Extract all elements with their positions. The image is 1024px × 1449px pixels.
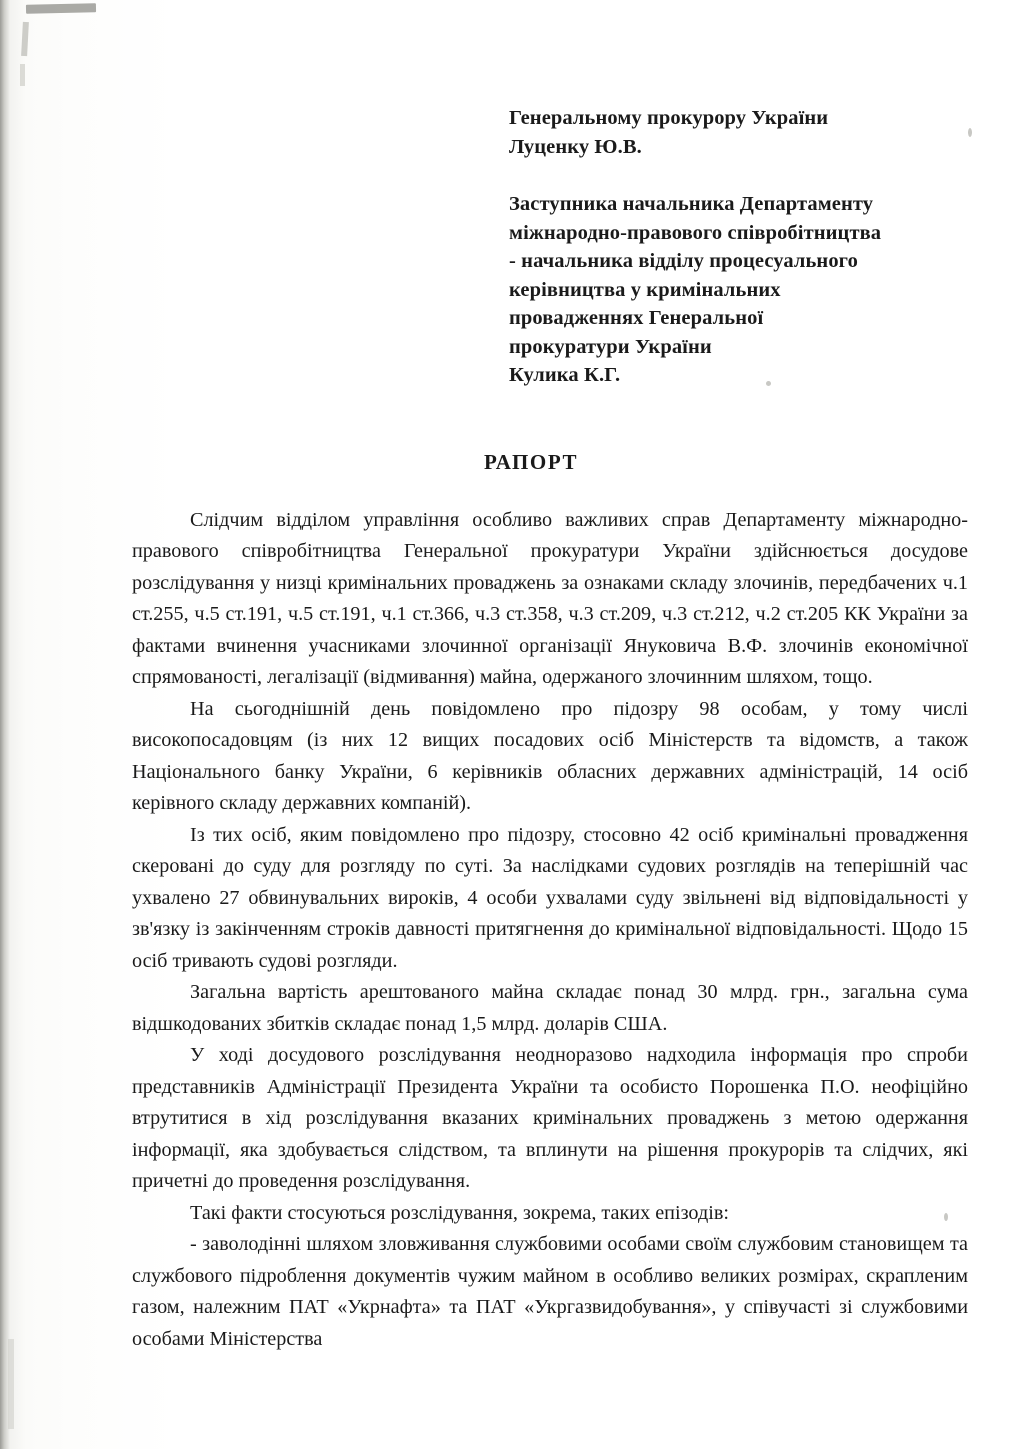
addressee-line: Луценку Ю.В. xyxy=(509,135,642,158)
scan-bottom-artifact xyxy=(8,1339,14,1429)
paragraph: У ході досудового розслідування неодноразово надходила інформація про спроби представників Адміністрації Президента України та особисто Порошенка П.О. неофіційно втрутитися в хід розслідування вказаних кримінальних проваджень з метою одержання інформації, яка здобувається слідством, та вплинути на рішення прокурорів та слідчих, які причетні до проведення розслідування. xyxy=(132,1044,968,1192)
sender-line: провадженнях Генеральної xyxy=(509,307,764,329)
document-title: РАПОРТ xyxy=(484,449,579,474)
sender-line: керівництва у кримінальних xyxy=(509,278,781,301)
scan-top-artifact xyxy=(26,3,96,13)
paragraph: Із тих осіб, яким повідомлено про підозру, стосовно 42 осіб кримінальні провадження скеровані до суду для розгляду по суті. За наслідками судових розглядів на теперішній час ухвалено 27 обвинувальних вироків, 4 особи ухвалами суду звільнені від відповідальності у зв'язку із закінченням строків давності притягнення до кримінальної відповідальності. Щодо 15 осіб тривають судові розгляди. xyxy=(132,823,968,972)
paragraph: На сьогоднішній день повідомлено про підозру 98 особам, у тому числі високопосадовцям (із них 12 вищих посадових осіб Міністерств та відомств, а також Національного банку України, 6 керівників обласних державних адміністрацій, 14 осіб керівного складу державних компаній). xyxy=(132,697,968,814)
document-body xyxy=(132,505,968,1356)
scan-edge-artifact xyxy=(21,22,29,56)
scan-left-edge xyxy=(0,0,10,1449)
addressee-block xyxy=(509,104,964,390)
paragraph: Слідчим відділом управління особливо важливих справ Департаменту міжнародно-правового співробітництва Генеральної прокуратури України здійснюється досудове розслідування у низці кримінальних проваджень за ознаками складу злочинів, передбачених ч.1 ст.255, ч.5 ст.191, ч.5 ст.191, ч.1 ст.366, ч.3 ст.358, ч.3 ст.209, ч.3 ст.212, ч.2 ст.205 КК України за фактами вчинення учасниками злочинної організації Януковича В.Ф. злочинів економічної спрямованості, легалізації (відмивання) майна, одержаного злочинним шляхом, тощо. xyxy=(132,508,968,688)
sender-line: міжнародно-правового співробітництва xyxy=(509,221,882,244)
paragraph: - заволодінні шляхом зловживання службовими особами своїм службовим становищем та службового підроблення документів чужим майном в особливо великих розмірах, скрапленим газом, належним ПАТ «Укрнафта» та ПАТ «Укргазвидобування», у співучасті зі службовими особами Міністерства xyxy=(132,1233,968,1350)
sender-line: Заступника начальника Департаменту xyxy=(509,193,874,215)
spacer xyxy=(509,161,964,190)
sender-line: - начальника відділу процесуального xyxy=(509,250,858,272)
sender-line: Кулика К.Г. xyxy=(509,364,621,386)
document-content xyxy=(132,104,968,1355)
scan-speck xyxy=(968,128,972,137)
paragraph: Такі факти стосуються розслідування, зокрема, таких епізодів: xyxy=(190,1201,729,1224)
paragraph: Загальна вартість арештованого майна складає понад 30 млрд. грн., загальна сума відшкодованих збитків складає понад 1,5 млрд. доларів США. xyxy=(132,981,968,1035)
addressee-line: Генеральному прокурору України xyxy=(509,107,829,129)
sender-line: прокуратури України xyxy=(509,335,712,358)
scan-edge-artifact xyxy=(20,64,25,86)
